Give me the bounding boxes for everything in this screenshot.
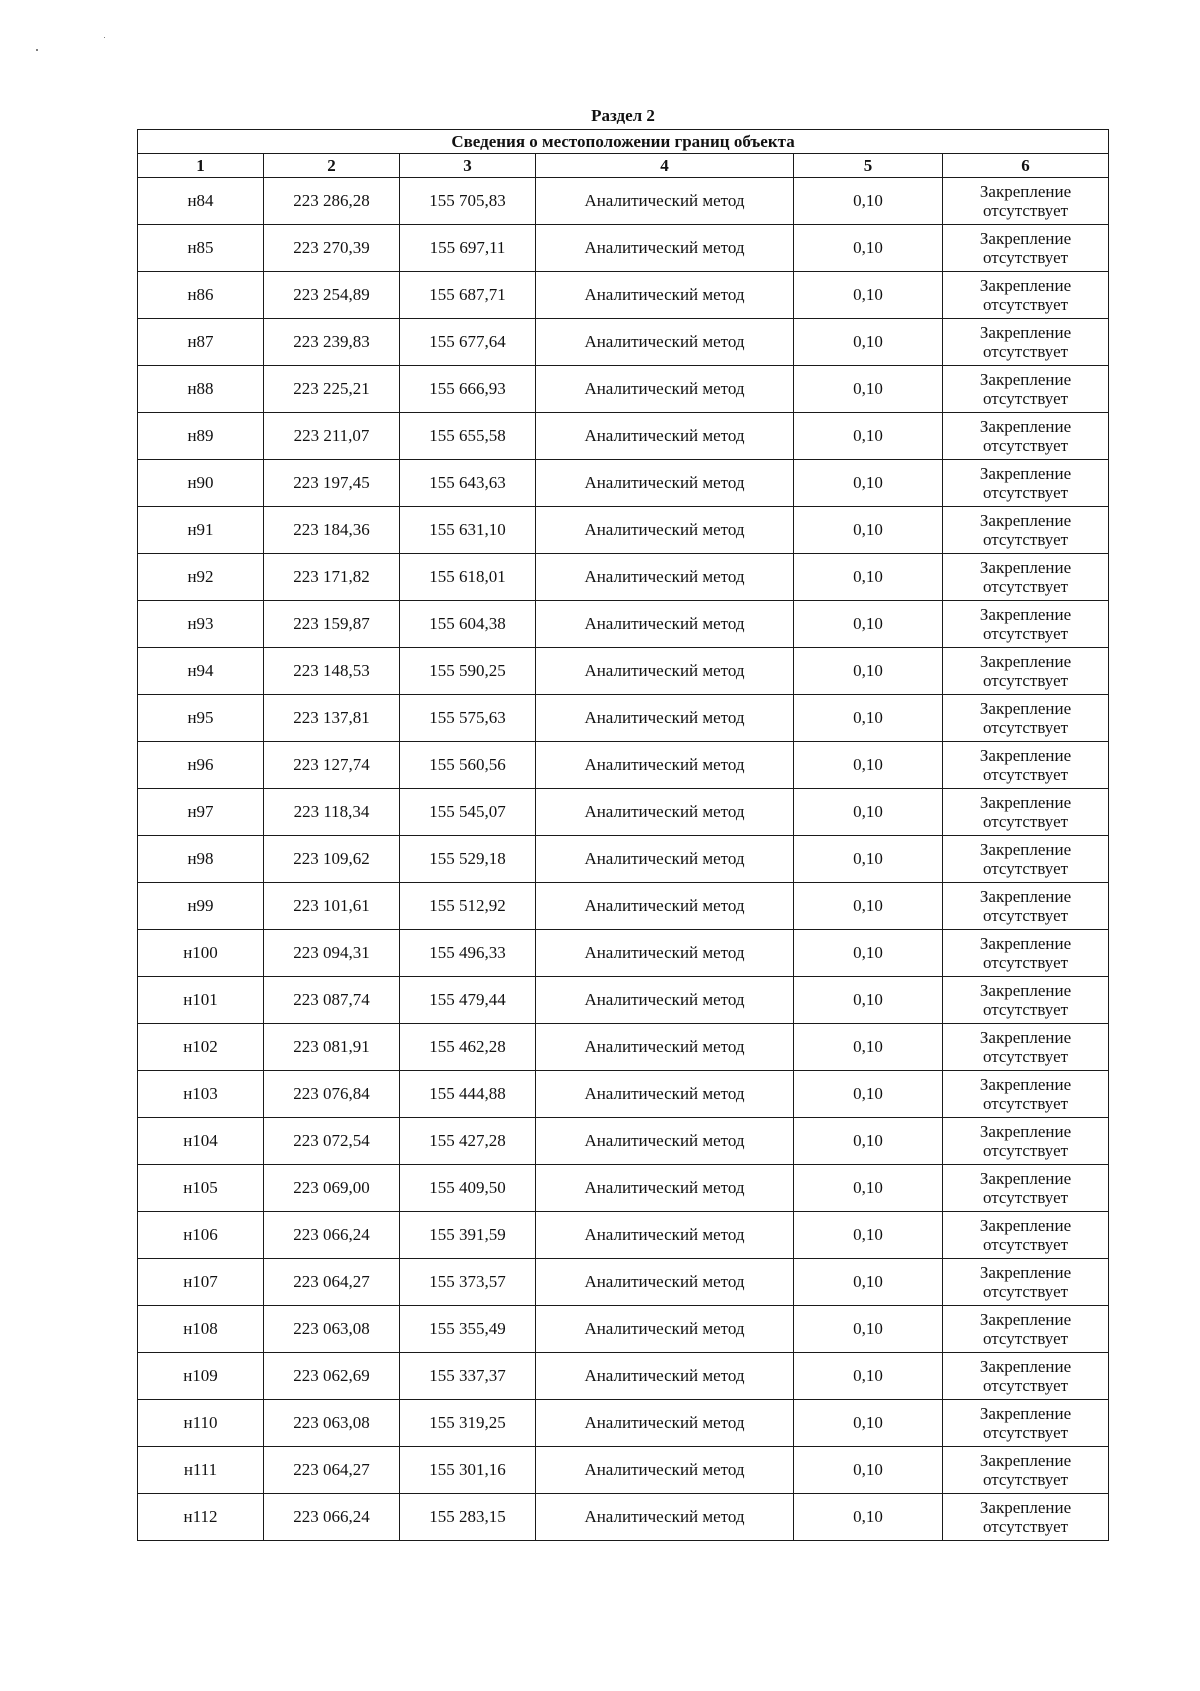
table-row: [138, 1306, 1109, 1353]
fixation-text: отсутствует: [983, 1423, 1069, 1442]
fixation-text: отсутствует: [983, 295, 1069, 314]
x-coordinate-cell: 223 184,36: [264, 507, 400, 554]
table-title: Сведения о местоположении границ объекта: [138, 130, 1109, 154]
fixation-text: отсутствует: [983, 671, 1069, 690]
fixation-text: отсутствует: [983, 483, 1069, 502]
x-coordinate-cell: 223 063,08: [264, 1400, 400, 1447]
method-cell: Аналитический метод: [536, 789, 794, 836]
fixation-text: отсутствует: [983, 1470, 1069, 1489]
y-coordinate-cell: 155 666,93: [400, 366, 536, 413]
y-coordinate-cell: 155 479,44: [400, 977, 536, 1024]
point-cell: н98: [138, 836, 264, 883]
accuracy-cell: 0,10: [794, 1165, 943, 1212]
fixation-text: отсутствует: [983, 530, 1069, 549]
accuracy-cell: 0,10: [794, 883, 943, 930]
fixation-cell: [943, 413, 1109, 460]
column-numbers-row: [138, 154, 1109, 178]
table-row: [138, 225, 1109, 272]
table-row: [138, 554, 1109, 601]
fixation-text: Закрепление: [979, 699, 1072, 718]
table-title-row: [138, 130, 1109, 154]
boundary-coordinates-table: [137, 129, 1109, 1541]
fixation-text: Закрепление: [979, 1263, 1072, 1282]
accuracy-cell: 0,10: [794, 601, 943, 648]
point-cell: н84: [138, 178, 264, 225]
point-cell: н99: [138, 883, 264, 930]
scan-speck: [104, 37, 105, 38]
point-cell: н102: [138, 1024, 264, 1071]
accuracy-cell: 0,10: [794, 319, 943, 366]
table-row: [138, 366, 1109, 413]
point-cell: н108: [138, 1306, 264, 1353]
column-header: 5: [794, 154, 943, 178]
method-cell: Аналитический метод: [536, 178, 794, 225]
y-coordinate-cell: 155 301,16: [400, 1447, 536, 1494]
fixation-text: Закрепление: [979, 746, 1072, 765]
y-coordinate-cell: 155 444,88: [400, 1071, 536, 1118]
table-row: [138, 1071, 1109, 1118]
y-coordinate-cell: 155 373,57: [400, 1259, 536, 1306]
fixation-cell: [943, 1165, 1109, 1212]
fixation-cell: [943, 1212, 1109, 1259]
fixation-cell: [943, 1400, 1109, 1447]
column-header: 6: [943, 154, 1109, 178]
column-header: 3: [400, 154, 536, 178]
fixation-text: Закрепление: [979, 464, 1072, 483]
table-row: [138, 507, 1109, 554]
fixation-cell: [943, 1024, 1109, 1071]
x-coordinate-cell: 223 137,81: [264, 695, 400, 742]
fixation-text: Закрепление: [979, 229, 1072, 248]
y-coordinate-cell: 155 677,64: [400, 319, 536, 366]
fixation-text: отсутствует: [983, 436, 1069, 455]
y-coordinate-cell: 155 604,38: [400, 601, 536, 648]
x-coordinate-cell: 223 239,83: [264, 319, 400, 366]
fixation-cell: [943, 460, 1109, 507]
point-cell: н103: [138, 1071, 264, 1118]
fixation-cell: [943, 178, 1109, 225]
fixation-text: отсутствует: [983, 1047, 1069, 1066]
method-cell: Аналитический метод: [536, 977, 794, 1024]
accuracy-cell: 0,10: [794, 1447, 943, 1494]
y-coordinate-cell: 155 283,15: [400, 1494, 536, 1541]
fixation-text: Закрепление: [979, 182, 1072, 201]
table-row: [138, 1212, 1109, 1259]
y-coordinate-cell: 155 496,33: [400, 930, 536, 977]
fixation-text: Закрепление: [979, 1357, 1072, 1376]
x-coordinate-cell: 223 062,69: [264, 1353, 400, 1400]
y-coordinate-cell: 155 462,28: [400, 1024, 536, 1071]
y-coordinate-cell: 155 575,63: [400, 695, 536, 742]
table-row: [138, 460, 1109, 507]
column-header: 4: [536, 154, 794, 178]
x-coordinate-cell: 223 066,24: [264, 1494, 400, 1541]
fixation-text: отсутствует: [983, 718, 1069, 737]
fixation-text: отсутствует: [983, 1329, 1069, 1348]
point-cell: н95: [138, 695, 264, 742]
table-row: [138, 1118, 1109, 1165]
fixation-cell: [943, 366, 1109, 413]
fixation-cell: [943, 1259, 1109, 1306]
point-cell: н91: [138, 507, 264, 554]
method-cell: Аналитический метод: [536, 1447, 794, 1494]
method-cell: Аналитический метод: [536, 1118, 794, 1165]
x-coordinate-cell: 223 066,24: [264, 1212, 400, 1259]
method-cell: Аналитический метод: [536, 554, 794, 601]
x-coordinate-cell: 223 270,39: [264, 225, 400, 272]
method-cell: Аналитический метод: [536, 225, 794, 272]
accuracy-cell: 0,10: [794, 460, 943, 507]
accuracy-cell: 0,10: [794, 1259, 943, 1306]
fixation-cell: [943, 272, 1109, 319]
table-row: [138, 648, 1109, 695]
accuracy-cell: 0,10: [794, 366, 943, 413]
fixation-cell: [943, 601, 1109, 648]
accuracy-cell: 0,10: [794, 554, 943, 601]
accuracy-cell: 0,10: [794, 225, 943, 272]
method-cell: Аналитический метод: [536, 742, 794, 789]
fixation-text: Закрепление: [979, 1075, 1072, 1094]
table-row: [138, 272, 1109, 319]
accuracy-cell: 0,10: [794, 789, 943, 836]
point-cell: н104: [138, 1118, 264, 1165]
accuracy-cell: 0,10: [794, 413, 943, 460]
method-cell: Аналитический метод: [536, 272, 794, 319]
x-coordinate-cell: 223 211,07: [264, 413, 400, 460]
fixation-text: Закрепление: [979, 981, 1072, 1000]
y-coordinate-cell: 155 655,58: [400, 413, 536, 460]
x-coordinate-cell: 223 094,31: [264, 930, 400, 977]
y-coordinate-cell: 155 618,01: [400, 554, 536, 601]
fixation-text: Закрепление: [979, 840, 1072, 859]
fixation-text: Закрепление: [979, 323, 1072, 342]
fixation-cell: [943, 1118, 1109, 1165]
fixation-text: Закрепление: [979, 605, 1072, 624]
table-row: [138, 789, 1109, 836]
table-row: [138, 1447, 1109, 1494]
table-row: [138, 1165, 1109, 1212]
fixation-text: отсутствует: [983, 577, 1069, 596]
x-coordinate-cell: 223 254,89: [264, 272, 400, 319]
method-cell: Аналитический метод: [536, 1165, 794, 1212]
fixation-cell: [943, 1353, 1109, 1400]
method-cell: Аналитический метод: [536, 507, 794, 554]
x-coordinate-cell: 223 118,34: [264, 789, 400, 836]
fixation-text: отсутствует: [983, 624, 1069, 643]
fixation-text: отсутствует: [983, 906, 1069, 925]
accuracy-cell: 0,10: [794, 742, 943, 789]
point-cell: н100: [138, 930, 264, 977]
fixation-text: отсутствует: [983, 1094, 1069, 1113]
table-row: [138, 742, 1109, 789]
x-coordinate-cell: 223 069,00: [264, 1165, 400, 1212]
point-cell: н94: [138, 648, 264, 695]
table-row: [138, 883, 1109, 930]
point-cell: н111: [138, 1447, 264, 1494]
table-row: [138, 836, 1109, 883]
fixation-text: Закрепление: [979, 511, 1072, 530]
fixation-text: отсутствует: [983, 859, 1069, 878]
x-coordinate-cell: 223 087,74: [264, 977, 400, 1024]
fixation-cell: [943, 883, 1109, 930]
point-cell: н105: [138, 1165, 264, 1212]
fixation-text: Закрепление: [979, 1310, 1072, 1329]
x-coordinate-cell: 223 109,62: [264, 836, 400, 883]
fixation-text: отсутствует: [983, 1235, 1069, 1254]
fixation-text: Закрепление: [979, 1028, 1072, 1047]
fixation-text: Закрепление: [979, 1122, 1072, 1141]
fixation-text: Закрепление: [979, 1498, 1072, 1517]
method-cell: Аналитический метод: [536, 1306, 794, 1353]
point-cell: н92: [138, 554, 264, 601]
x-coordinate-cell: 223 081,91: [264, 1024, 400, 1071]
y-coordinate-cell: 155 705,83: [400, 178, 536, 225]
method-cell: Аналитический метод: [536, 319, 794, 366]
method-cell: Аналитический метод: [536, 601, 794, 648]
y-coordinate-cell: 155 697,11: [400, 225, 536, 272]
fixation-text: Закрепление: [979, 417, 1072, 436]
y-coordinate-cell: 155 355,49: [400, 1306, 536, 1353]
point-cell: н86: [138, 272, 264, 319]
fixation-text: отсутствует: [983, 1141, 1069, 1160]
point-cell: н96: [138, 742, 264, 789]
fixation-text: Закрепление: [979, 793, 1072, 812]
fixation-text: Закрепление: [979, 652, 1072, 671]
point-cell: н89: [138, 413, 264, 460]
fixation-cell: [943, 1306, 1109, 1353]
x-coordinate-cell: 223 101,61: [264, 883, 400, 930]
point-cell: н93: [138, 601, 264, 648]
fixation-text: отсутствует: [983, 1188, 1069, 1207]
x-coordinate-cell: 223 076,84: [264, 1071, 400, 1118]
x-coordinate-cell: 223 225,21: [264, 366, 400, 413]
x-coordinate-cell: 223 148,53: [264, 648, 400, 695]
fixation-cell: [943, 1447, 1109, 1494]
point-cell: н87: [138, 319, 264, 366]
fixation-text: Закрепление: [979, 1451, 1072, 1470]
fixation-text: Закрепление: [979, 1216, 1072, 1235]
y-coordinate-cell: 155 409,50: [400, 1165, 536, 1212]
y-coordinate-cell: 155 337,37: [400, 1353, 536, 1400]
point-cell: н85: [138, 225, 264, 272]
fixation-text: отсутствует: [983, 1000, 1069, 1019]
y-coordinate-cell: 155 687,71: [400, 272, 536, 319]
fixation-text: отсутствует: [983, 389, 1069, 408]
fixation-cell: [943, 930, 1109, 977]
x-coordinate-cell: 223 286,28: [264, 178, 400, 225]
method-cell: Аналитический метод: [536, 1212, 794, 1259]
method-cell: Аналитический метод: [536, 460, 794, 507]
point-cell: н110: [138, 1400, 264, 1447]
fixation-cell: [943, 977, 1109, 1024]
fixation-text: Закрепление: [979, 558, 1072, 577]
accuracy-cell: 0,10: [794, 1494, 943, 1541]
fixation-text: отсутствует: [983, 248, 1069, 267]
method-cell: Аналитический метод: [536, 1494, 794, 1541]
table-row: [138, 1259, 1109, 1306]
y-coordinate-cell: 155 319,25: [400, 1400, 536, 1447]
point-cell: н88: [138, 366, 264, 413]
fixation-text: отсутствует: [983, 1376, 1069, 1395]
fixation-cell: [943, 789, 1109, 836]
table-row: [138, 1353, 1109, 1400]
x-coordinate-cell: 223 064,27: [264, 1447, 400, 1494]
accuracy-cell: 0,10: [794, 1306, 943, 1353]
accuracy-cell: 0,10: [794, 1212, 943, 1259]
method-cell: Аналитический метод: [536, 836, 794, 883]
point-cell: н112: [138, 1494, 264, 1541]
method-cell: Аналитический метод: [536, 695, 794, 742]
accuracy-cell: 0,10: [794, 1400, 943, 1447]
y-coordinate-cell: 155 560,56: [400, 742, 536, 789]
fixation-text: Закрепление: [979, 1169, 1072, 1188]
accuracy-cell: 0,10: [794, 836, 943, 883]
accuracy-cell: 0,10: [794, 507, 943, 554]
y-coordinate-cell: 155 512,92: [400, 883, 536, 930]
method-cell: Аналитический метод: [536, 1400, 794, 1447]
point-cell: н97: [138, 789, 264, 836]
fixation-text: отсутствует: [983, 1282, 1069, 1301]
fixation-text: отсутствует: [983, 342, 1069, 361]
x-coordinate-cell: 223 063,08: [264, 1306, 400, 1353]
fixation-cell: [943, 1071, 1109, 1118]
y-coordinate-cell: 155 631,10: [400, 507, 536, 554]
x-coordinate-cell: 223 159,87: [264, 601, 400, 648]
fixation-text: отсутствует: [983, 953, 1069, 972]
y-coordinate-cell: 155 427,28: [400, 1118, 536, 1165]
table-body: [138, 178, 1109, 1541]
point-cell: н90: [138, 460, 264, 507]
y-coordinate-cell: 155 590,25: [400, 648, 536, 695]
method-cell: Аналитический метод: [536, 883, 794, 930]
fixation-text: отсутствует: [983, 765, 1069, 784]
method-cell: Аналитический метод: [536, 1071, 794, 1118]
fixation-cell: [943, 1494, 1109, 1541]
point-cell: н101: [138, 977, 264, 1024]
column-header: 1: [138, 154, 264, 178]
method-cell: Аналитический метод: [536, 648, 794, 695]
fixation-text: отсутствует: [983, 201, 1069, 220]
table-row: [138, 413, 1109, 460]
table-row: [138, 1400, 1109, 1447]
fixation-cell: [943, 507, 1109, 554]
y-coordinate-cell: 155 643,63: [400, 460, 536, 507]
table-row: [138, 695, 1109, 742]
fixation-cell: [943, 836, 1109, 883]
accuracy-cell: 0,10: [794, 178, 943, 225]
fixation-cell: [943, 695, 1109, 742]
method-cell: Аналитический метод: [536, 366, 794, 413]
x-coordinate-cell: 223 064,27: [264, 1259, 400, 1306]
y-coordinate-cell: 155 529,18: [400, 836, 536, 883]
y-coordinate-cell: 155 545,07: [400, 789, 536, 836]
accuracy-cell: 0,10: [794, 1024, 943, 1071]
scan-speck: [36, 49, 38, 51]
fixation-cell: [943, 225, 1109, 272]
accuracy-cell: 0,10: [794, 272, 943, 319]
accuracy-cell: 0,10: [794, 1118, 943, 1165]
accuracy-cell: 0,10: [794, 648, 943, 695]
fixation-text: Закрепление: [979, 370, 1072, 389]
fixation-cell: [943, 648, 1109, 695]
x-coordinate-cell: 223 127,74: [264, 742, 400, 789]
x-coordinate-cell: 223 197,45: [264, 460, 400, 507]
fixation-text: Закрепление: [979, 934, 1072, 953]
table-row: [138, 319, 1109, 366]
fixation-cell: [943, 554, 1109, 601]
accuracy-cell: 0,10: [794, 930, 943, 977]
table-row: [138, 930, 1109, 977]
fixation-text: отсутствует: [983, 812, 1069, 831]
fixation-cell: [943, 742, 1109, 789]
fixation-text: Закрепление: [979, 276, 1072, 295]
method-cell: Аналитический метод: [536, 1024, 794, 1071]
column-header: 2: [264, 154, 400, 178]
point-cell: н106: [138, 1212, 264, 1259]
table-row: [138, 977, 1109, 1024]
accuracy-cell: 0,10: [794, 695, 943, 742]
method-cell: Аналитический метод: [536, 1259, 794, 1306]
point-cell: н109: [138, 1353, 264, 1400]
accuracy-cell: 0,10: [794, 1071, 943, 1118]
x-coordinate-cell: 223 072,54: [264, 1118, 400, 1165]
fixation-cell: [943, 319, 1109, 366]
table-row: [138, 1024, 1109, 1071]
fixation-text: Закрепление: [979, 887, 1072, 906]
method-cell: Аналитический метод: [536, 413, 794, 460]
method-cell: Аналитический метод: [536, 1353, 794, 1400]
table-row: [138, 1494, 1109, 1541]
section-label: Раздел 2: [591, 106, 655, 125]
table-row: [138, 178, 1109, 225]
table-row: [138, 601, 1109, 648]
point-cell: н107: [138, 1259, 264, 1306]
fixation-text: Закрепление: [979, 1404, 1072, 1423]
y-coordinate-cell: 155 391,59: [400, 1212, 536, 1259]
fixation-text: отсутствует: [983, 1517, 1069, 1536]
accuracy-cell: 0,10: [794, 1353, 943, 1400]
accuracy-cell: 0,10: [794, 977, 943, 1024]
x-coordinate-cell: 223 171,82: [264, 554, 400, 601]
method-cell: Аналитический метод: [536, 930, 794, 977]
